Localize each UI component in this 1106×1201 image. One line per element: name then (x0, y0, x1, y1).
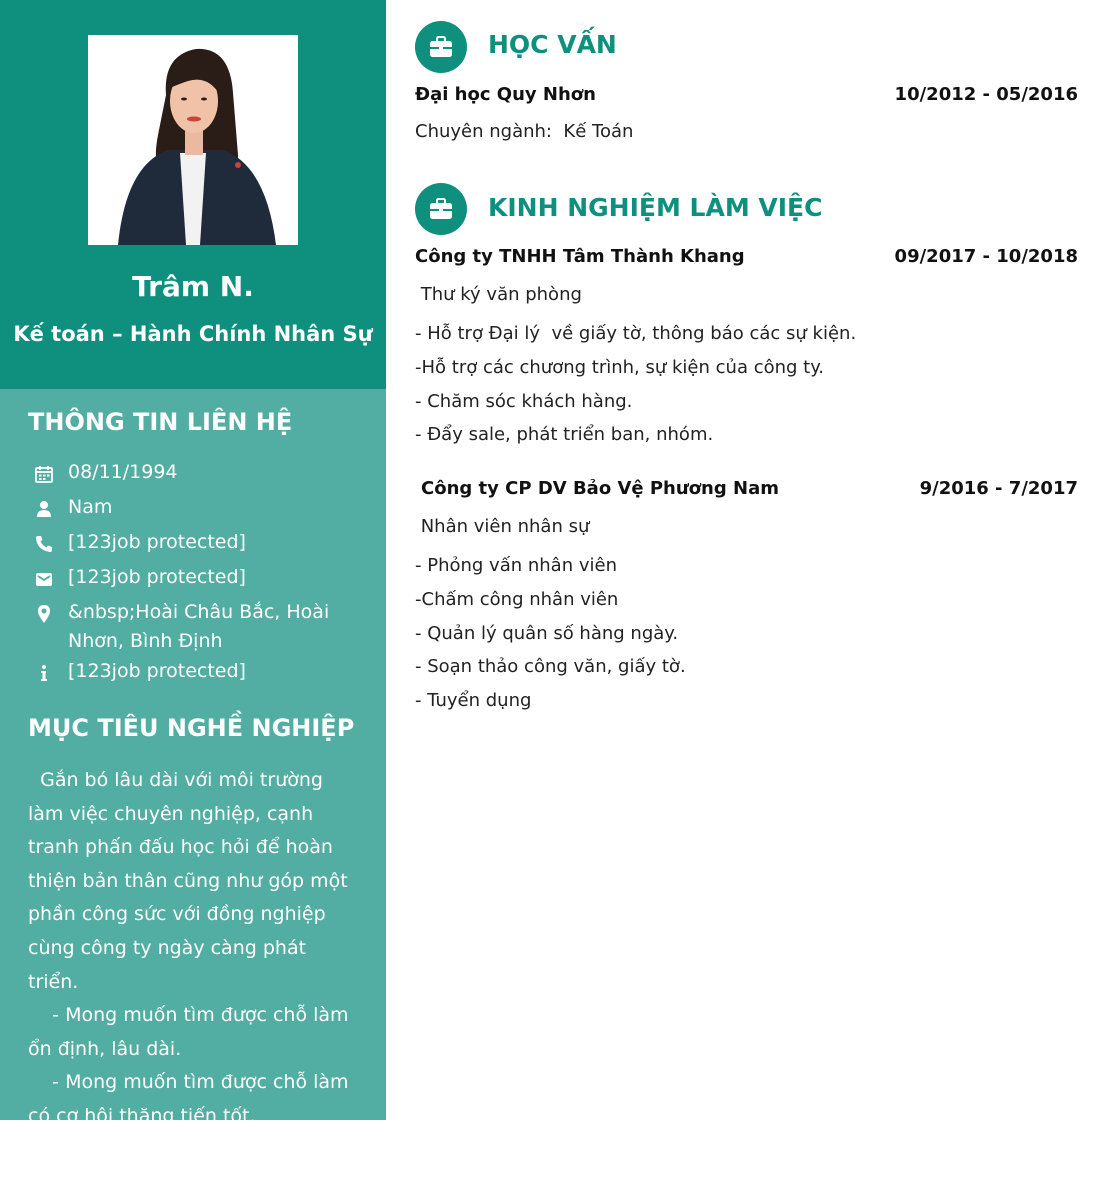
objective-text: Gắn bó lâu dài với môi trường làm việc chuyên nghiệp, cạnh tranh phấn đấu học hỏi để hoàn thiện bản thân cũng như góp một phần công sức với đồng nghiệp cùng công ty ngày càng phát triển. - Mong muốn tìm được chỗ làm ổn định, lâu dài. - Mong muốn tìm được chỗ làm có cơ hội thăng tiến tốt. - Mong muốn tìm được chỗ làm có (28, 769, 349, 1195)
job-duty: -Hỗ trợ các chương trình, sự kiện của công ty. (415, 357, 825, 378)
briefcase-icon (415, 183, 467, 235)
briefcase-icon (415, 21, 467, 73)
calendar-icon (34, 464, 54, 484)
contact-text: &nbsp;Hoài Châu Bắc, Hoài Nhơn, Bình Định (68, 601, 330, 652)
email-icon (34, 569, 54, 589)
school-name: Đại học Quy Nhơn (415, 84, 596, 105)
job-role: Nhân viên nhân sự (415, 516, 590, 537)
sidebar (0, 0, 386, 1195)
job-duty: - Soạn thảo công văn, giấy tờ. (415, 656, 686, 677)
avatar (88, 35, 298, 245)
job-duty: -Chấm công nhân viên (415, 589, 619, 610)
user-icon (34, 499, 54, 519)
company-name: Công ty TNHH Tâm Thành Khang (415, 246, 745, 267)
location-icon (34, 604, 54, 624)
candidate-title: Kế toán – Hành Chính Nhân Sự (13, 322, 373, 346)
profile-header (0, 0, 386, 389)
job-dates: 9/2016 - 7/2017 (919, 478, 1078, 499)
education-heading: HỌC VẤN (488, 30, 617, 59)
info-icon (34, 663, 54, 683)
education-major: Chuyên ngành: Kế Toán (415, 121, 634, 142)
job-duty: - Quản lý quân số hàng ngày. (415, 623, 679, 644)
contact-text: Nam (68, 496, 113, 518)
contact-heading: THÔNG TIN LIÊN HỆ (28, 408, 293, 436)
candidate-name: Trâm N. (132, 270, 254, 303)
objective-heading: MỤC TIÊU NGHỀ NGHIỆP (28, 714, 355, 742)
phone-icon (34, 534, 54, 554)
job-duty: - Hỗ trợ Đại lý về giấy tờ, thông báo các sự kiện. (415, 323, 857, 344)
job-duty: - Đẩy sale, phát triển ban, nhóm. (415, 424, 714, 445)
job-role: Thư ký văn phòng (415, 284, 582, 305)
contact-text: [123job protected] (68, 566, 246, 588)
job-duty: - Phỏng vấn nhân viên (415, 555, 617, 576)
contact-text: [123job protected] (68, 660, 246, 682)
contact-text: [123job protected] (68, 531, 246, 553)
job-dates: 09/2017 - 10/2018 (894, 246, 1078, 267)
contact-text: 08/11/1994 (68, 461, 178, 483)
job-duty: - Chăm sóc khách hàng. (415, 391, 633, 412)
company-name: Công ty CP DV Bảo Vệ Phương Nam (421, 478, 779, 499)
job-duty: - Tuyển dụng (415, 690, 532, 711)
experience-heading: KINH NGHIỆM LÀM VIỆC (488, 193, 823, 222)
education-dates: 10/2012 - 05/2016 (894, 84, 1078, 105)
